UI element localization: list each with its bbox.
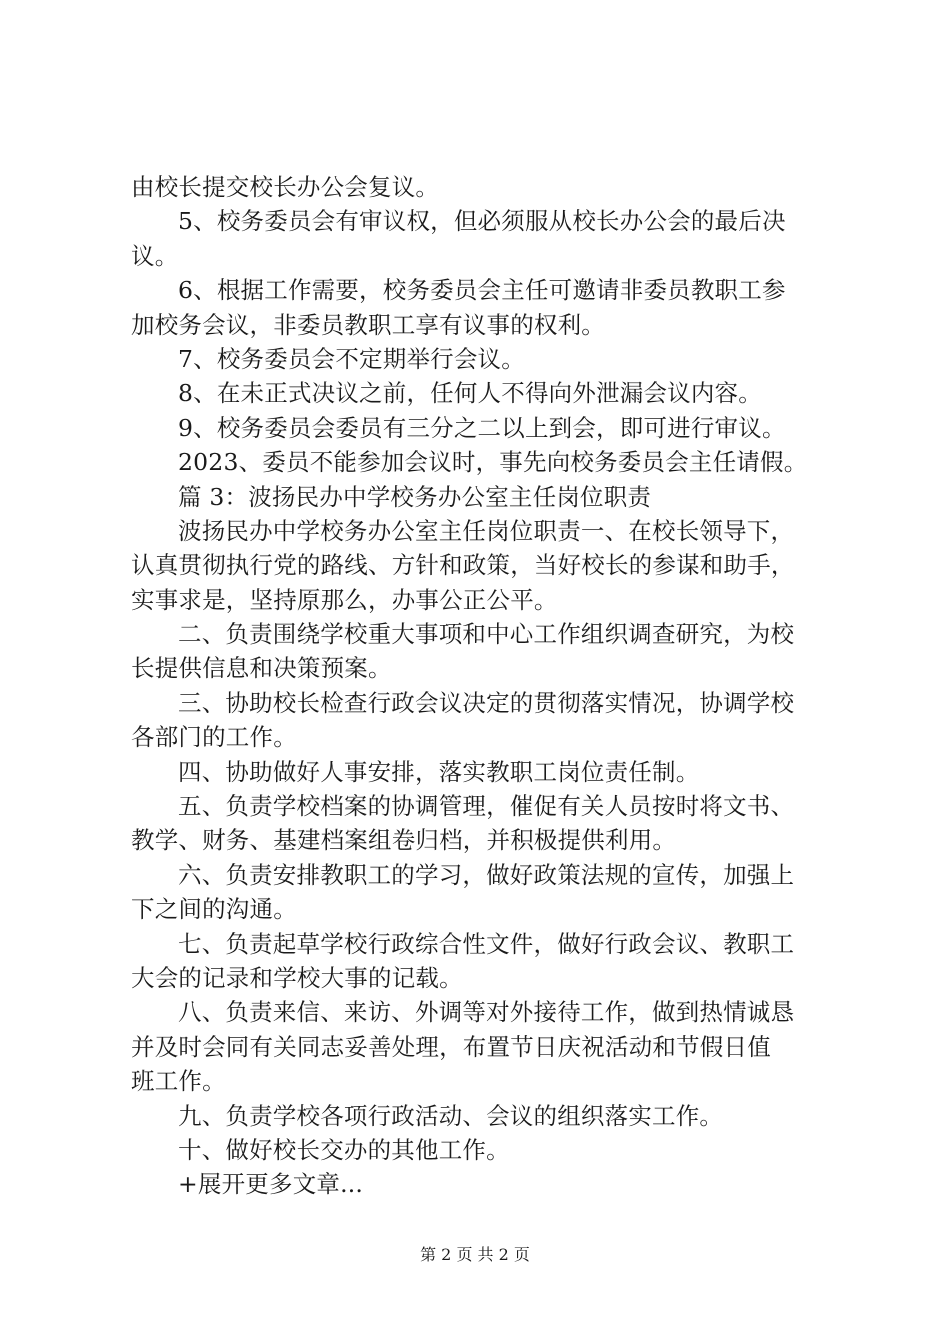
paragraph-line: 二、负责围绕学校重大事项和中心工作组织调查研究，为校: [178, 620, 795, 649]
paragraph-line: 九、负责学校各项行政活动、会议的组织落实工作。: [178, 1101, 724, 1130]
paragraph-line: 大会的记录和学校大事的记载。: [131, 963, 463, 992]
section-heading: 篇 3：波扬民办中学校务办公室主任岗位职责: [178, 482, 652, 511]
paragraph-line: 教学、财务、基建档案组卷归档，并积极提供利用。: [131, 826, 677, 855]
page-number-footer: 第 2 页 共 2 页: [420, 1245, 530, 1264]
document-body: [131, 170, 836, 1202]
paragraph-line: 5、校务委员会有审议权，但必须服从校长办公会的最后决: [178, 207, 786, 236]
paragraph-line: 长提供信息和决策预案。: [131, 654, 392, 683]
paragraph-line: 六、负责安排教职工的学习，做好政策法规的宣传，加强上: [178, 860, 795, 889]
paragraph-line: 并及时会同有关同志妥善处理，布置节日庆祝活动和节假日值: [131, 1032, 771, 1061]
paragraph-line: 6、根据工作需要，校务委员会主任可邀请非委员教职工参: [178, 276, 786, 305]
paragraph-line: 波扬民办中学校务办公室主任岗位职责一、在校长领导下，: [178, 516, 795, 545]
paragraph-line: 七、负责起草学校行政综合性文件，做好行政会议、教职工: [178, 929, 795, 958]
expand-more-articles-link[interactable]: +展开更多文章...: [178, 1170, 364, 1199]
paragraph-line: 各部门的工作。: [131, 723, 297, 752]
paragraph-line: 四、协助做好人事安排，落实教职工岗位责任制。: [178, 757, 700, 786]
paragraph-line: 班工作。: [131, 1067, 226, 1096]
paragraph-line: 由校长提交校长办公会复议。: [131, 173, 440, 201]
paragraph-line: 五、负责学校档案的协调管理，催促有关人员按时将文书、: [178, 792, 795, 821]
paragraph-line: 议。: [131, 241, 179, 270]
paragraph-line: 三、协助校长检查行政会议决定的贯彻落实情况，协调学校: [178, 688, 795, 717]
paragraph-line: 8、在未正式决议之前，任何人不得向外泄漏会议内容。: [178, 379, 762, 408]
paragraph-line: 八、负责来信、来访、外调等对外接待工作，做到热情诚恳: [178, 998, 795, 1027]
paragraph-line: 十、做好校长交办的其他工作。: [178, 1135, 510, 1164]
paragraph-line: 实事求是，坚持原那么，办事公正公平。: [131, 585, 558, 614]
paragraph-line: 9、校务委员会委员有三分之二以上到会，即可进行审议。: [178, 413, 786, 442]
paragraph-line: 2023、委员不能参加会议时，事先向校务委员会主任请假。: [178, 448, 808, 477]
paragraph-line: 7、校务委员会不定期举行会议。: [178, 344, 525, 373]
paragraph-line: 加校务会议，非委员教职工享有议事的权利。: [131, 310, 605, 339]
paragraph-line: 认真贯彻执行党的路线、方针和政策，当好校长的参谋和助手，: [131, 551, 795, 580]
paragraph-line: 下之间的沟通。: [131, 895, 297, 924]
